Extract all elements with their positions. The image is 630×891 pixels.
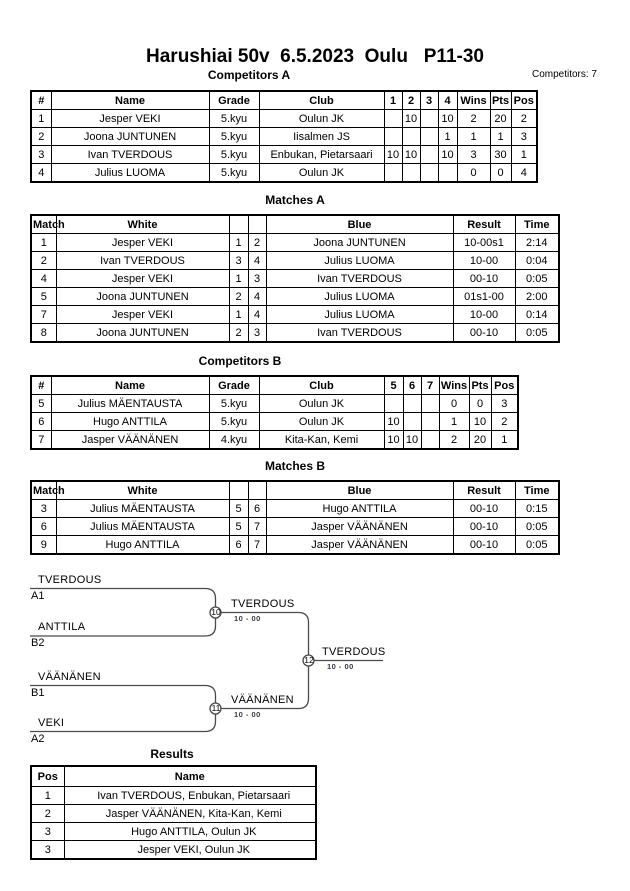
competitor-club: Oulun JK [259, 110, 384, 128]
competitor-grade: 4.kyu [209, 431, 259, 450]
table-row [31, 270, 559, 288]
white-seed: 2 [229, 324, 248, 343]
white-name: Hugo ANTTILA [56, 536, 229, 555]
competitor-name: Jesper VEKI [51, 110, 209, 128]
bracket-slot-b1-seed: B1 [31, 687, 45, 699]
table-row [31, 823, 316, 841]
col-header-pos: Pos [511, 91, 537, 110]
competitor-club: Kita-Kan, Kemi [259, 431, 384, 450]
wins-value: 3 [457, 146, 490, 164]
col-header-blue-num [248, 481, 266, 500]
match-time: 2:14 [515, 234, 559, 252]
blue-name: Julius LUOMA [266, 306, 453, 324]
white-name: Joona JUNTUNEN [56, 288, 229, 306]
pos-value: 2 [511, 110, 537, 128]
white-seed: 1 [229, 306, 248, 324]
pts-value: 30 [490, 146, 511, 164]
round-score: 10 [384, 146, 402, 164]
result-pos: 2 [31, 805, 64, 823]
match-num: 4 [31, 270, 56, 288]
competitor-num: 3 [31, 146, 51, 164]
match-result: 10-00 [453, 306, 515, 324]
pos-value: 1 [491, 431, 518, 450]
round-score [420, 164, 438, 183]
blue-seed: 3 [248, 324, 266, 343]
competitors-a-table [30, 90, 538, 183]
col-header-club: Club [259, 376, 384, 395]
competitor-num: 4 [31, 164, 51, 183]
round-score [384, 128, 402, 146]
competitor-club: Enbukan, Pietarsaari [259, 146, 384, 164]
blue-name: Julius LUOMA [266, 252, 453, 270]
round-score [403, 395, 421, 413]
col-header-match: Match [31, 481, 56, 500]
match-time: 0:05 [515, 324, 559, 343]
white-name: Julius MÄENTAUSTA [56, 518, 229, 536]
pts-value: 10 [469, 413, 491, 431]
table-row [31, 324, 559, 343]
round-score [384, 395, 403, 413]
bracket-slot-a2-seed: A2 [31, 733, 45, 745]
competitors-a-header-row [31, 91, 537, 110]
match-time: 0:04 [515, 252, 559, 270]
result-pos: 1 [31, 787, 64, 805]
match-num: 2 [31, 252, 56, 270]
competitor-name: Julius LUOMA [51, 164, 209, 183]
col-header-name: Name [51, 376, 209, 395]
table-row [31, 110, 537, 128]
col-header-white-num [229, 481, 248, 500]
blue-seed: 6 [248, 500, 266, 518]
match-num: 6 [31, 518, 56, 536]
competitor-num: 1 [31, 110, 51, 128]
col-header-pos: Pos [491, 376, 518, 395]
white-seed: 1 [229, 270, 248, 288]
match-num: 1 [31, 234, 56, 252]
round-score [421, 395, 439, 413]
pos-value: 3 [511, 128, 537, 146]
round-score [384, 164, 402, 183]
blue-seed: 7 [248, 518, 266, 536]
result-name: Hugo ANTTILA, Oulun JK [64, 823, 316, 841]
table-row [31, 234, 559, 252]
results-header-row [31, 766, 316, 787]
competitor-name: Jasper VÄÄNÄNEN [51, 431, 209, 450]
matches-a-header-row [31, 215, 559, 234]
competitors-b-title: Competitors B [198, 354, 282, 368]
matches-a-table [30, 214, 560, 343]
match-time: 0:14 [515, 306, 559, 324]
competitor-club: Oulun JK [259, 164, 384, 183]
col-header-white: White [56, 481, 229, 500]
round-score [384, 110, 402, 128]
col-header-wins: Wins [457, 91, 490, 110]
round-score [420, 128, 438, 146]
round-score: 10 [384, 431, 403, 450]
col-header-grade: Grade [209, 376, 259, 395]
match-time: 0:05 [515, 270, 559, 288]
wins-value: 1 [439, 413, 469, 431]
result-pos: 3 [31, 841, 64, 860]
match-result: 01s1-00 [453, 288, 515, 306]
col-header-name: Name [51, 91, 209, 110]
match-result: 00-10 [453, 536, 515, 555]
competitor-grade: 5.kyu [209, 413, 259, 431]
white-name: Ivan TVERDOUS [56, 252, 229, 270]
blue-seed: 4 [248, 252, 266, 270]
table-row [31, 128, 537, 146]
competitor-num: 2 [31, 128, 51, 146]
competitor-grade: 5.kyu [209, 395, 259, 413]
result-name: Jesper VEKI, Oulun JK [64, 841, 316, 860]
pos-value: 1 [511, 146, 537, 164]
pts-value: 20 [469, 431, 491, 450]
match-result: 00-10 [453, 500, 515, 518]
blue-seed: 4 [248, 306, 266, 324]
col-header-blue: Blue [266, 215, 453, 234]
round-score: 10 [402, 110, 420, 128]
table-row [31, 431, 518, 450]
bracket-slot-a1-name: TVERDOUS [38, 574, 102, 586]
col-header-round-2: 2 [402, 91, 420, 110]
match-result: 10-00s1 [453, 234, 515, 252]
col-header-round-4: 4 [438, 91, 457, 110]
result-pos: 3 [31, 823, 64, 841]
round-score: 10 [403, 431, 421, 450]
round-score: 10 [438, 146, 457, 164]
wins-value: 2 [439, 431, 469, 450]
round-score [438, 164, 457, 183]
wins-value: 0 [439, 395, 469, 413]
col-header-time: Time [515, 481, 559, 500]
competitor-num: 6 [31, 413, 51, 431]
white-name: Julius MÄENTAUSTA [56, 500, 229, 518]
col-header-round-1: 1 [384, 91, 402, 110]
matches-b-table [30, 480, 560, 555]
matches-b-header-row [31, 481, 559, 500]
col-header-round-3: 3 [420, 91, 438, 110]
bracket-match-10-winner: TVERDOUS [231, 598, 295, 610]
white-name: Joona JUNTUNEN [56, 324, 229, 343]
bracket-match-10-score: 10 - 00 [234, 614, 261, 623]
blue-name: Ivan TVERDOUS [266, 270, 453, 288]
blue-seed: 2 [248, 234, 266, 252]
table-row [31, 787, 316, 805]
result-name: Ivan TVERDOUS, Enbukan, Pietarsaari [64, 787, 316, 805]
round-score: 1 [438, 128, 457, 146]
table-row [31, 395, 518, 413]
round-score [403, 413, 421, 431]
col-header-pts: Pts [469, 376, 491, 395]
match-result: 00-10 [453, 324, 515, 343]
bracket-match-12-score: 10 - 00 [327, 662, 354, 671]
match-time: 0:05 [515, 518, 559, 536]
page-title: Harushiai 50v 6.5.2023 Oulu P11-30 [146, 46, 484, 67]
bracket-match-10-number: 10 [211, 607, 221, 617]
col-header-time: Time [515, 215, 559, 234]
competitor-num: 5 [31, 395, 51, 413]
round-score [420, 146, 438, 164]
match-num: 9 [31, 536, 56, 555]
bracket-slot-b2-seed: B2 [31, 637, 45, 649]
table-row [31, 518, 559, 536]
competitor-name: Ivan TVERDOUS [51, 146, 209, 164]
competitors-b-header-row [31, 376, 518, 395]
competitors-a-title: Competitors A [207, 68, 291, 82]
competitor-grade: 5.kyu [209, 146, 259, 164]
table-row [31, 252, 559, 270]
white-name: Jesper VEKI [56, 306, 229, 324]
white-name: Jesper VEKI [56, 270, 229, 288]
blue-name: Jasper VÄÄNÄNEN [266, 536, 453, 555]
round-score: 10 [438, 110, 457, 128]
col-header-result: Result [453, 481, 515, 500]
match-time: 2:00 [515, 288, 559, 306]
table-row [31, 164, 537, 183]
round-score: 10 [402, 146, 420, 164]
competitor-club: Iisalmen JS [259, 128, 384, 146]
pts-value: 0 [490, 164, 511, 183]
blue-seed: 4 [248, 288, 266, 306]
col-header-result: Result [453, 215, 515, 234]
competitor-name: Hugo ANTTILA [51, 413, 209, 431]
table-row [31, 413, 518, 431]
competitor-club: Oulun JK [259, 413, 384, 431]
competitor-name: Julius MÄENTAUSTA [51, 395, 209, 413]
match-result: 00-10 [453, 270, 515, 288]
match-time: 0:05 [515, 536, 559, 555]
round-score: 10 [384, 413, 403, 431]
pos-value: 4 [511, 164, 537, 183]
col-header-blue-num [248, 215, 266, 234]
competitor-num: 7 [31, 431, 51, 450]
round-score [421, 431, 439, 450]
bracket-match-11-winner: VÄÄNÄNEN [231, 694, 294, 706]
col-header-club: Club [259, 91, 384, 110]
pos-value: 3 [491, 395, 518, 413]
white-seed: 6 [229, 536, 248, 555]
blue-name: Jasper VÄÄNÄNEN [266, 518, 453, 536]
bracket-match-12-number: 12 [304, 655, 314, 665]
blue-name: Julius LUOMA [266, 288, 453, 306]
white-seed: 1 [229, 234, 248, 252]
col-header-match: Match [31, 215, 56, 234]
bracket-slot-b2-name: ANTTILA [38, 621, 86, 633]
bracket-match-12-winner: TVERDOUS [322, 646, 386, 658]
match-result: 10-00 [453, 252, 515, 270]
col-header-white-num [229, 215, 248, 234]
col-header-white: White [56, 215, 229, 234]
match-num: 3 [31, 500, 56, 518]
table-row [31, 805, 316, 823]
competitor-grade: 5.kyu [209, 164, 259, 183]
bracket-slot-a2-name: VEKI [38, 717, 65, 729]
competitor-grade: 5.kyu [209, 128, 259, 146]
bracket-match-11-number: 11 [211, 703, 221, 713]
pos-value: 2 [491, 413, 518, 431]
col-header-grade: Grade [209, 91, 259, 110]
competitor-club: Oulun JK [259, 395, 384, 413]
blue-seed: 3 [248, 270, 266, 288]
col-header-pos: Pos [31, 766, 64, 787]
white-seed: 5 [229, 518, 248, 536]
col-header-wins: Wins [439, 376, 469, 395]
wins-value: 0 [457, 164, 490, 183]
col-header-round-6: 6 [403, 376, 421, 395]
match-time: 0:15 [515, 500, 559, 518]
white-seed: 3 [229, 252, 248, 270]
bracket-match-11-score: 10 - 00 [234, 710, 261, 719]
matches-b-title: Matches B [264, 459, 326, 473]
results-table [30, 765, 317, 860]
competitors-count: Competitors: 7 [531, 69, 597, 80]
table-row [31, 306, 559, 324]
match-num: 7 [31, 306, 56, 324]
round-score [421, 413, 439, 431]
blue-name: Ivan TVERDOUS [266, 324, 453, 343]
round-score [420, 110, 438, 128]
pts-value: 1 [490, 128, 511, 146]
matches-a-title: Matches A [265, 193, 325, 207]
round-score [402, 128, 420, 146]
col-header-blue: Blue [266, 481, 453, 500]
white-seed: 5 [229, 500, 248, 518]
result-name: Jasper VÄÄNÄNEN, Kita-Kan, Kemi [64, 805, 316, 823]
competitor-grade: 5.kyu [209, 110, 259, 128]
table-row [31, 841, 316, 860]
pts-value: 0 [469, 395, 491, 413]
pts-value: 20 [490, 110, 511, 128]
round-score [402, 164, 420, 183]
blue-name: Joona JUNTUNEN [266, 234, 453, 252]
results-title: Results [150, 747, 194, 761]
col-header-round-5: 5 [384, 376, 403, 395]
match-num: 5 [31, 288, 56, 306]
col-header-pts: Pts [490, 91, 511, 110]
blue-name: Hugo ANTTILA [266, 500, 453, 518]
col-header-round-7: 7 [421, 376, 439, 395]
match-result: 00-10 [453, 518, 515, 536]
table-row [31, 146, 537, 164]
table-row [31, 288, 559, 306]
white-seed: 2 [229, 288, 248, 306]
competitors-b-table [30, 375, 519, 450]
blue-seed: 7 [248, 536, 266, 555]
col-header-num: # [31, 376, 51, 395]
wins-value: 2 [457, 110, 490, 128]
col-header-num: # [31, 91, 51, 110]
white-name: Jesper VEKI [56, 234, 229, 252]
competitor-name: Joona JUNTUNEN [51, 128, 209, 146]
col-header-name: Name [64, 766, 316, 787]
wins-value: 1 [457, 128, 490, 146]
table-row [31, 500, 559, 518]
bracket-slot-a1-seed: A1 [31, 590, 45, 602]
bracket-slot-b1-name: VÄÄNÄNEN [38, 671, 101, 683]
table-row [31, 536, 559, 555]
match-num: 8 [31, 324, 56, 343]
